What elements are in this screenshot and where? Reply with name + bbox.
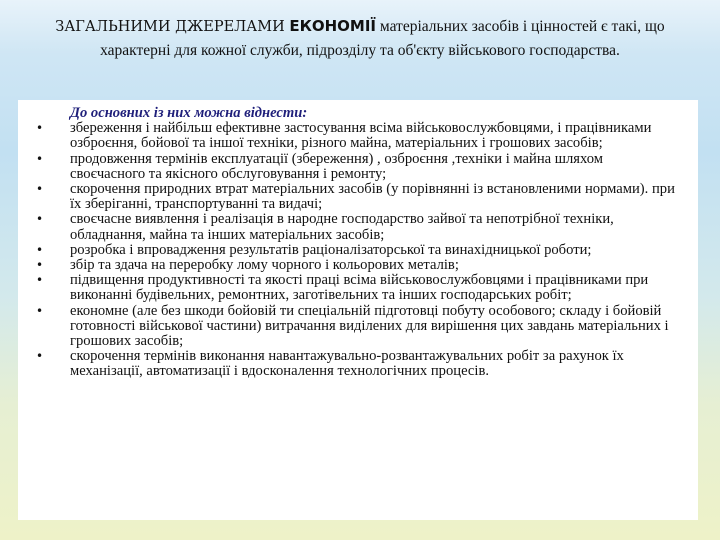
bullet-list (30, 121, 688, 379)
bullet-icon: • (36, 273, 44, 288)
list-item (36, 257, 688, 274)
bullet-icon: • (36, 349, 44, 364)
title-rest: матеріальних засобів і цінностей є такі, що характерні для кожної служби, підрозділу та об'єкту військового господарства. (100, 18, 665, 59)
list-item (36, 150, 688, 182)
bullet-icon: • (36, 151, 44, 166)
list-item-text: збір та здача на переробку лому чорного і кольорових металів; (70, 257, 459, 274)
list-item-text: розробка і впровадження результатів раціоналізаторської та винахідницької роботи; (70, 241, 592, 258)
list-item-text: скорочення термінів виконання навантажувально-розвантажувальних робіт за рахунок їх механізації, автоматизації і вдосконалення технологічних процесів. (70, 348, 624, 380)
title-emphasis: ЕКОНОМІЇ (289, 17, 376, 35)
list-item (36, 181, 688, 213)
bullet-icon: • (36, 242, 44, 257)
list-item-text: продовження термінів експлуатації (збереження) , озброєння ,техніки і майна шляхом своєчасного та якісного обслуговування і ремонту; (70, 150, 603, 182)
bullet-icon: • (36, 182, 44, 197)
bullet-icon: • (36, 258, 44, 273)
bullet-icon: • (36, 121, 44, 136)
content-box (18, 100, 698, 520)
list-item (36, 241, 688, 258)
list-item-text: скорочення природних втрат матеріальних засобів (у порівнянні із встановленими нормами). при їх зберіганні, транспортуванні та видачі; (70, 181, 675, 213)
list-item (36, 272, 688, 304)
intro-text: До основних із них можна віднести: (70, 105, 308, 121)
list-item-text: збереження і найбільш ефективне застосування всіма військовослужбовцями, і працівниками озброєння, бойової та іншої техніки, різного майна, матеріальних і грошових засобів; (70, 120, 652, 152)
bullet-icon: • (36, 303, 44, 318)
list-item (36, 120, 688, 152)
list-item-text: своєчасне виявлення і реалізація в народне господарство зайвої та непотрібної техніки, обладнання, майна та інших матеріальних засобів; (70, 211, 614, 243)
bullet-icon: • (36, 212, 44, 227)
title-caps: ЗАГАЛЬНИМИ ДЖЕРЕЛАМИ (55, 19, 290, 35)
slide-title (20, 14, 700, 63)
list-item (36, 302, 688, 350)
list-item (36, 348, 688, 380)
list-item-text: підвищення продуктивності та якості праці всіма військовослужбовцями і працівниками при виконанні будівельних, ремонтних, заготівельних та інших господарських робіт; (70, 272, 649, 304)
list-item-text: економне (але без шкоди бойовій ти спеціальній підготовці побуту особового; складу і бойовій готовності військової частини) витрачання виділених для вирішення цих завдань матеріальних і грошових засобів; (70, 302, 669, 350)
list-item (36, 211, 688, 243)
